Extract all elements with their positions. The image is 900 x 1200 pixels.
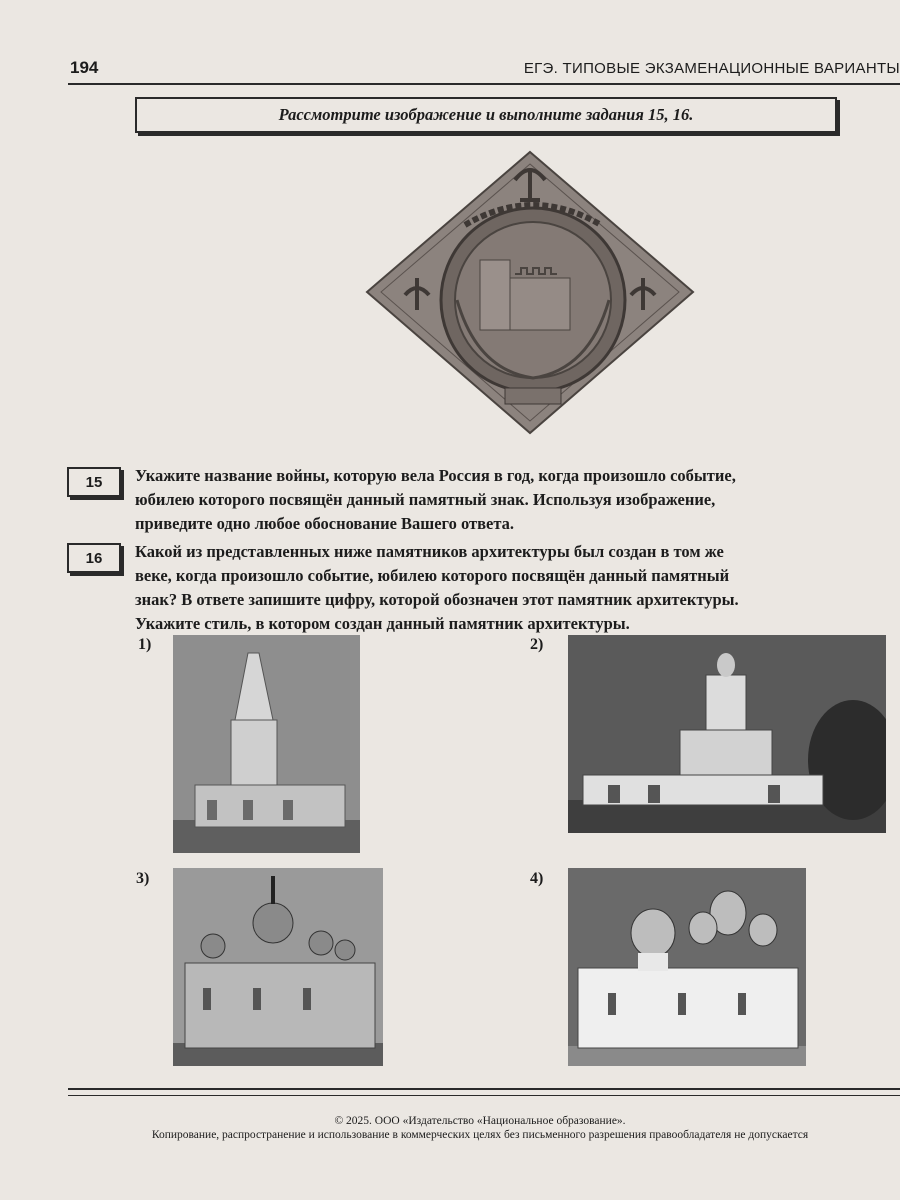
instruction-text: Рассмотрите изображение и выполните задания 15, 16. bbox=[278, 105, 694, 124]
task-15-number: 15 bbox=[67, 467, 121, 497]
task-16-line-3: знак? В ответе запишите цифру, которой обозначен этот памятник архитектуры. bbox=[135, 590, 739, 609]
option-1-label: 1) bbox=[138, 636, 152, 653]
option-3-photo bbox=[173, 868, 383, 1066]
header-rule bbox=[68, 83, 900, 85]
running-header: ЕГЭ. ТИПОВЫЕ ЭКЗАМЕНАЦИОННЫЕ ВАРИАНТЫ bbox=[523, 60, 900, 77]
task-15-line-1: Укажите название войны, которую вела Россия в год, когда произошло событие, bbox=[135, 466, 736, 485]
page-number: 194 bbox=[70, 58, 99, 77]
option-4-photo bbox=[568, 868, 806, 1066]
task-15-line-3: приведите одно любое обоснование Вашего ответа. bbox=[135, 514, 515, 533]
task-16-line-1: Какой из представленных ниже памятников архитектуры был создан в том же bbox=[135, 542, 724, 561]
footer-notice: Копирование, распространение и использование в коммерческих целях без письменного разрешения правообладателя не допускается bbox=[151, 1129, 809, 1141]
commemorative-badge-image bbox=[365, 150, 695, 435]
footer-rule-thin bbox=[68, 1095, 900, 1096]
task-16-line-2: веке, когда произошло событие, юбилею которого посвящён данный памятный bbox=[135, 566, 730, 585]
option-1-photo bbox=[173, 635, 360, 853]
task-16-number: 16 bbox=[67, 543, 121, 573]
instruction-box bbox=[135, 97, 837, 133]
option-4-label: 4) bbox=[530, 870, 544, 887]
footer-rule-thick bbox=[68, 1088, 900, 1090]
option-2-label: 2) bbox=[530, 636, 544, 653]
option-3-label: 3) bbox=[136, 870, 150, 887]
task-16-line-4: Укажите стиль, в котором создан данный памятник архитектуры. bbox=[135, 614, 630, 633]
task-15-line-2: юбилею которого посвящён данный памятный знак. Используя изображение, bbox=[135, 490, 716, 509]
option-2-photo bbox=[568, 635, 886, 833]
footer-copyright: © 2025. ООО «Издательство «Национальное образование». bbox=[334, 1115, 626, 1127]
